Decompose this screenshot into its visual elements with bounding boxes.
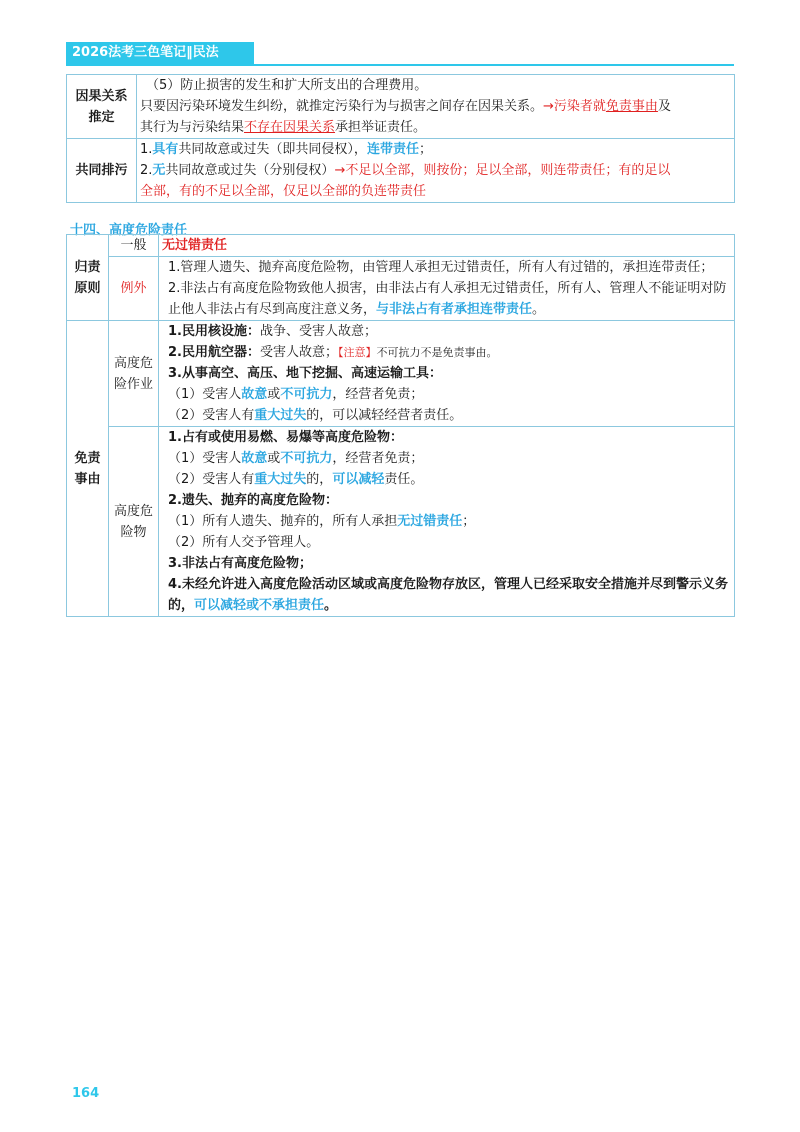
joint-l1-d: 连带责任 (366, 142, 419, 157)
exception-label: 例外 (109, 257, 159, 321)
header-title: 2026法考三色笔记‖民法 (66, 42, 254, 64)
object-j2-1-b: 无过错责任 (397, 514, 463, 529)
object-j1-1-d: 不可抗力 (280, 451, 333, 466)
object-j2-1-a: （1）所有人遗失、抛弃的，所有人承担 (168, 514, 398, 529)
row-object (67, 427, 735, 617)
joint-label (67, 139, 137, 203)
operation-i3-2 (162, 405, 731, 426)
row-joint-discharge (67, 139, 735, 203)
joint-l2-d: →不足以全部，则按份；足以全部，则连带责任；有的足以 (334, 163, 671, 178)
joint-l1-a: 1. (140, 142, 153, 157)
causation-line2-b: →污染者就 (543, 99, 606, 114)
causation-line2 (140, 96, 731, 117)
operation-i1-b: 战争、受害人故意； (259, 324, 377, 339)
object-j4-c: 。 (324, 598, 338, 613)
exception-2-a: 2.非法占有高度危险物致他人损害，由非法占有人承担无过错责任，所有人、管理人不能证明对防止他人非法占有尽到高度注意义务， (168, 281, 727, 317)
causation-line3-b: 不存在因果关系 (244, 120, 336, 135)
general-value-cell (159, 235, 735, 257)
operation-i2-note: 不可抗力不是免责事由。 (376, 346, 498, 359)
exception-content (159, 257, 735, 321)
operation-i2 (162, 342, 731, 363)
object-j1-1-e: ，经营者免责； (332, 451, 424, 466)
joint-line2 (140, 160, 731, 181)
joint-line1 (140, 139, 731, 160)
causation-line2-c: 免责事由 (605, 99, 658, 114)
causation-line3-c: 承担举证责任。 (335, 120, 427, 135)
joint-l2-a: 2. (140, 163, 153, 178)
object-j1-2-a: （2）受害人有 (168, 472, 255, 487)
operation-i3-2-c: 的，可以减轻经营者责任。 (306, 408, 463, 423)
header-divider (66, 64, 734, 66)
object-j2-2: （2）所有人交予管理人。 (168, 535, 320, 550)
joint-label-text: 共同排污 (75, 163, 128, 178)
causation-content (137, 75, 735, 139)
operation-i1 (162, 321, 731, 342)
page-number: 164 (72, 1086, 100, 1101)
joint-l2-c: 共同故意或过失（分别侵权） (165, 163, 335, 178)
object-j1-2 (162, 469, 731, 490)
exception-2 (162, 278, 731, 320)
object-j1-2-c: 的， (306, 472, 333, 487)
causation-label-text: 因果关系推定 (75, 88, 128, 125)
object-label: 高度危险物 (109, 427, 159, 617)
general-label: 一般 (109, 235, 159, 257)
object-j1-1 (162, 448, 731, 469)
exception-2-b: 与非法占有者承担连带责任 (376, 302, 533, 317)
object-j1-1-c: 或 (267, 451, 281, 466)
table-environment-liability (66, 74, 735, 203)
exemption-label (67, 321, 109, 617)
principle-label (67, 235, 109, 321)
causation-line3-a: 其行为与污染结果 (140, 120, 245, 135)
causation-line1: （5）防止损害的发生和扩大所支出的合理费用。 (146, 78, 428, 93)
operation-i3-2-a: （2）受害人有 (168, 408, 255, 423)
causation-line2-a: 只要因污染环境发生纠纷，就推定污染行为与损害之间存在因果关系。 (140, 99, 544, 114)
exemption-label-text: 免责事由 (74, 450, 101, 487)
exception-2-c: 。 (532, 302, 546, 317)
joint-line3: 全部，有的不足以全部，仅足以全部的负连带责任 (140, 184, 427, 199)
object-j1-2-b: 重大过失 (254, 472, 307, 487)
row-exception (67, 257, 735, 321)
object-j4 (162, 574, 731, 616)
causation-label (67, 75, 137, 139)
joint-content (137, 139, 735, 203)
object-j2: 2.遗失、抛弃的高度危险物： (168, 493, 338, 508)
operation-content (159, 321, 735, 427)
object-j3: 3.非法占有高度危险物； (168, 556, 312, 571)
object-content (159, 427, 735, 617)
principle-label-text: 归责原则 (74, 259, 101, 296)
table-high-risk-liability (66, 234, 735, 617)
object-j2-1-c: ； (462, 514, 476, 529)
operation-i2-b: 受害人故意； (259, 345, 338, 360)
operation-i3-1-b: 故意 (241, 387, 268, 402)
joint-l1-c: 共同故意或过失（即共同侵权）， (178, 142, 367, 157)
joint-l1-b: 具有 (152, 142, 179, 157)
causation-line3 (140, 117, 731, 138)
exception-1: 1.管理人遗失、抛弃高度危险物，由管理人承担无过错责任，所有人有过错的，承担连带责任； (168, 260, 714, 275)
operation-i3-1 (162, 384, 731, 405)
operation-i3-1-d: 不可抗力 (280, 387, 333, 402)
operation-i3-1-a: （1）受害人 (168, 387, 242, 402)
object-j4-a: 4.未经允许进入高度危险活动区域或高度危险物存放区，管理人已经采取安全措施并尽到警示义务的， (168, 577, 728, 613)
object-j1-1-a: （1）受害人 (168, 451, 242, 466)
operation-i3-1-e: ，经营者免责； (332, 387, 424, 402)
operation-i3: 3.从事高空、高压、地下挖掘、高速运输工具： (168, 366, 442, 381)
object-j2-1 (162, 511, 731, 532)
object-j1-2-e: 责任。 (384, 472, 424, 487)
operation-i3-1-c: 或 (267, 387, 281, 402)
joint-l2-b: 无 (152, 163, 166, 178)
object-j4-b: 可以减轻或不承担责任 (194, 598, 325, 613)
object-j1-1-b: 故意 (241, 451, 268, 466)
operation-label: 高度危险作业 (109, 321, 159, 427)
operation-i2-note-tag: 【注意】 (338, 346, 377, 359)
joint-l1-e: ； (418, 142, 432, 157)
section-title: 十四、高度危险责任 (70, 223, 188, 238)
operation-i3-2-b: 重大过失 (254, 408, 307, 423)
object-j1-2-d: 可以减轻 (332, 472, 385, 487)
object-j1: 1.占有或使用易燃、易爆等高度危险物： (168, 430, 403, 445)
operation-i1-a: 1.民用核设施： (168, 324, 260, 339)
row-operation (67, 321, 735, 427)
row-causation (67, 75, 735, 139)
causation-line2-d: 及 (657, 99, 671, 114)
operation-i2-a: 2.民用航空器： (168, 345, 260, 360)
general-value: 无过错责任 (162, 238, 228, 253)
row-general (67, 235, 735, 257)
